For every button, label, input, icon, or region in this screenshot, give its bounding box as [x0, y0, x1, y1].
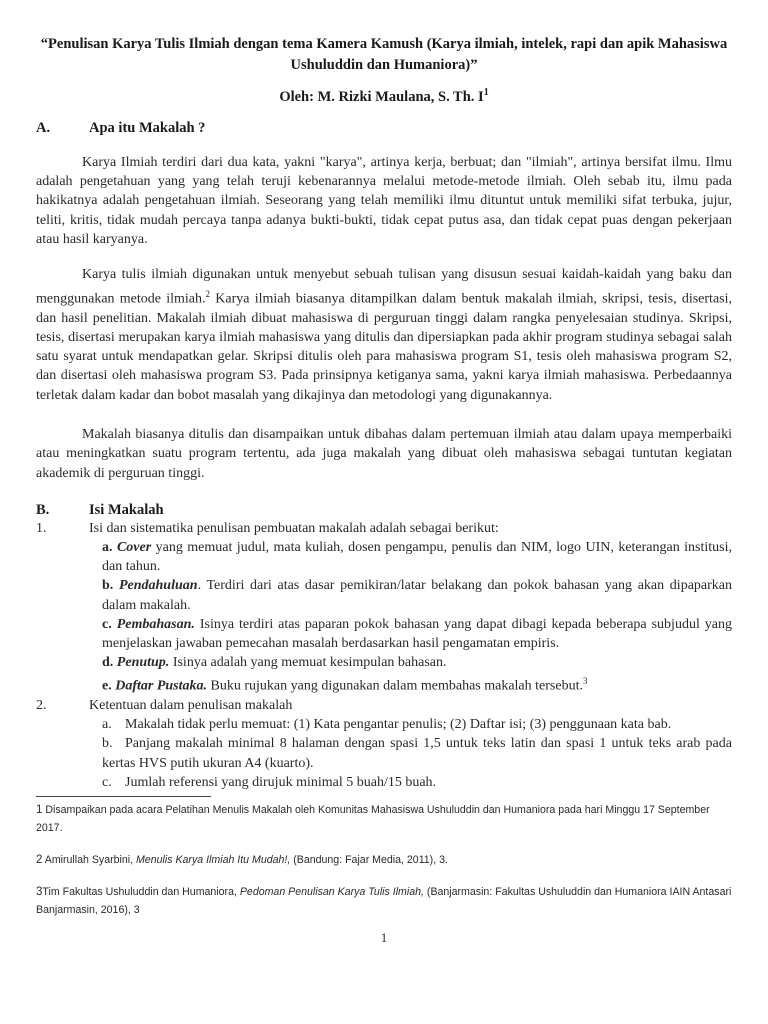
list-item-text: Makalah tidak perlu memuat: (1) Kata pengantar penulis; (2) Daftar isi; (3) penggunaan kata bab. [125, 717, 672, 733]
footnote-text: Amirullah Syarbini, [42, 854, 137, 867]
paragraph-1: Karya Ilmiah terdiri dari dua kata, yakni "karya", artinya kerja, berbuat; dan "ilmiah", artinya bersifat ilmu. Ilmu adalah pengetahuan yang yang telah teruji kebenarannya melalui metode-metode ilmiah. Oleh sebab itu, ilmu pada hakikatnya adalah pengetahuan ilmiah. Seseorang yang telah memiliki ilmu dituntut untuk memiliki sifat terbuka, jujur, teliti, kritis, tidak mudah percaya tanpa adanya bukti-bukti, tidak cepat putus asa, dan tidak cepat puas dengan pekerjaan atau hasil karyanya. [36, 154, 732, 248]
footnote-ref-1[interactable]: 1 [483, 87, 489, 98]
list-item-text: Isinya adalah yang memuat kesimpulan bahasan. [169, 655, 447, 671]
list-item [102, 576, 732, 614]
author-line [36, 87, 732, 106]
list-item [102, 653, 732, 672]
point-2 [36, 696, 732, 715]
list-item-text: Isinya terdiri atas paparan pokok bahasan yang dapat dibagi kepada beberapa subjudul yang menjelaskan jawaban pemecahan masalah berdasarkan hasil pengamatan empiris. [102, 616, 732, 651]
list-item-label: c. [102, 616, 112, 632]
list-item-label: b. [102, 578, 114, 594]
list-item-text: Jumlah referensi yang dirujuk minimal 5 buah/15 buah. [125, 774, 437, 790]
footnote-book-title: Menulis Karya Ilmiah Itu Mudah!, [136, 854, 291, 867]
list-item-label: b. [102, 736, 113, 752]
footnote-text: Disampaikan pada acara Pelatihan Menulis Makalah oleh Komunitas Mahasiswa Ushuluddin dan Humaniora pada hari Minggu 17 September 2017. [36, 804, 710, 835]
list-item [102, 615, 732, 653]
footnote-book-title: Pedoman Penulisan Karya Tulis Ilmiah, [239, 886, 424, 899]
footnote-ref-2[interactable]: 2 [205, 288, 211, 299]
list-item-label: c. [102, 774, 112, 790]
point-2-text: Ketentuan dalam penulisan makalah [89, 698, 293, 714]
paragraph-2-part-1: Karya tulis ilmiah digunakan untuk menyebut sebuah tulisan yang disusun sesuai kaidah-kaidah yang baku dan menggunakan metode ilmiah. [36, 267, 732, 307]
footnote-number: 2 [36, 854, 43, 867]
page-content [36, 34, 732, 919]
point-1 [36, 519, 732, 538]
author-name: Oleh: M. Rizki Maulana, S. Th. I [279, 88, 484, 105]
paragraph-2 [36, 265, 732, 405]
list-item-text: . Terdiri dari atas dasar pemikiran/latar belakang dan pokok bahasan yang akan dipaparkan dalam makalah. [102, 578, 732, 613]
footnote-ref-3[interactable]: 3 [582, 676, 588, 687]
list-item-keyword: Pembahasan. [116, 616, 195, 632]
list-item [102, 773, 732, 792]
point-1-text: Isi dan sistematika penulisan pembuatan makalah adalah sebagai berikut: [89, 520, 499, 536]
list-item [102, 672, 732, 696]
footnote-number: 1 [36, 804, 43, 817]
list-item [102, 734, 732, 772]
list-item-label: a. [102, 539, 113, 555]
list-item-label: d. [102, 655, 114, 671]
list-item-keyword: Penutup. [116, 655, 170, 671]
list-item-text: yang memuat judul, mata kuliah, dosen pengampu, penulis dan NIM, logo UIN, keterangan institusi, dan tahun. [102, 539, 733, 575]
point-2-number: 2. [36, 698, 47, 714]
footnote-text: Tim Fakultas Ushuluddin dan Humaniora, [42, 886, 240, 899]
paragraph-3: Makalah biasanya ditulis dan disampaikan untuk dibahas dalam pertemuan ilmiah atau dalam upaya memperbaiki atau meningkatkan suatu program tertentu, ada juga makalah yang dibuat oleh mahasiswa sebagai tuntutan kegiatan akademik di perguruan tinggi. [36, 427, 732, 481]
page-number: 1 [380, 930, 388, 945]
list-item-keyword: Cover [116, 539, 152, 555]
document-title: “Penulisan Karya Tulis Ilmiah dengan tema Kamera Kamush (Karya ilmiah, intelek, rapi dan apik Mahasiswa Ushuluddin dan Humaniora)” [40, 36, 728, 73]
footnote-divider [36, 796, 211, 797]
footnote-publisher: (Banjarmasin: Fakultas Ushuluddin dan Humaniora IAIN Antasari Banjarmasin, 2016), 3 [36, 886, 732, 917]
point-1-number: 1. [36, 520, 47, 536]
list-item-text: Buku rujukan yang digunakan dalam membahas makalah tersebut. [207, 679, 583, 695]
list-item-text: Panjang makalah minimal 8 halaman dengan spasi 1,5 untuk teks latin dan spasi 1 untuk teks arab pada kertas HVS putih ukuran A4 (kuarto). [102, 736, 732, 771]
list-item-keyword: Pendahuluan [118, 578, 198, 594]
section-b-title: Isi Makalah [89, 501, 164, 518]
section-a-letter: A. [36, 119, 51, 136]
list-item-keyword: Daftar Pustaka. [115, 679, 208, 695]
section-a-title: Apa itu Makalah ? [89, 119, 206, 136]
list-item-label: a. [102, 717, 112, 733]
footnote-number: 3 [36, 886, 43, 899]
list-item-label: e. [102, 679, 112, 695]
footnote-2 [36, 851, 732, 869]
section-b-heading [36, 502, 732, 519]
section-b-letter: B. [36, 501, 50, 518]
footnote-3 [36, 883, 732, 919]
point-1-list [102, 538, 732, 696]
list-item [102, 538, 732, 576]
paragraph-2-part-2: Karya ilmiah biasanya ditampilkan dalam bentuk makalah ilmiah, skripsi, tesis, disertasi, dan hasil penelitian. Makalah ilmiah dibuat mahasiswa di perguruan tinggi dalam rangka penyelesaian studinya. Skripsi, tesis, disertasi merupakan karya ilmiah mahasiswa yang ditulis dan dipersiapkan pada akhir program studinya sebagai salah satu syarat untuk mendapatkan gelar. Skripsi ditulis oleh para mahasiswa program S1, tesis oleh mahasiswa program S2, dan disertasi oleh mahasiswa program S3. Pada prinsipnya ketiganya sama, yakni karya ilmiah mahasiswa. Perbedaannya terletak dalam kadar dan bobot masalah yang dikajinya dan metodologi yang digunakannya. [36, 291, 732, 403]
footnote-publisher: (Bandung: Fajar Media, 2011), 3. [290, 854, 448, 867]
section-a-heading [36, 120, 732, 137]
list-item [102, 715, 732, 734]
footnote-1 [36, 801, 732, 837]
